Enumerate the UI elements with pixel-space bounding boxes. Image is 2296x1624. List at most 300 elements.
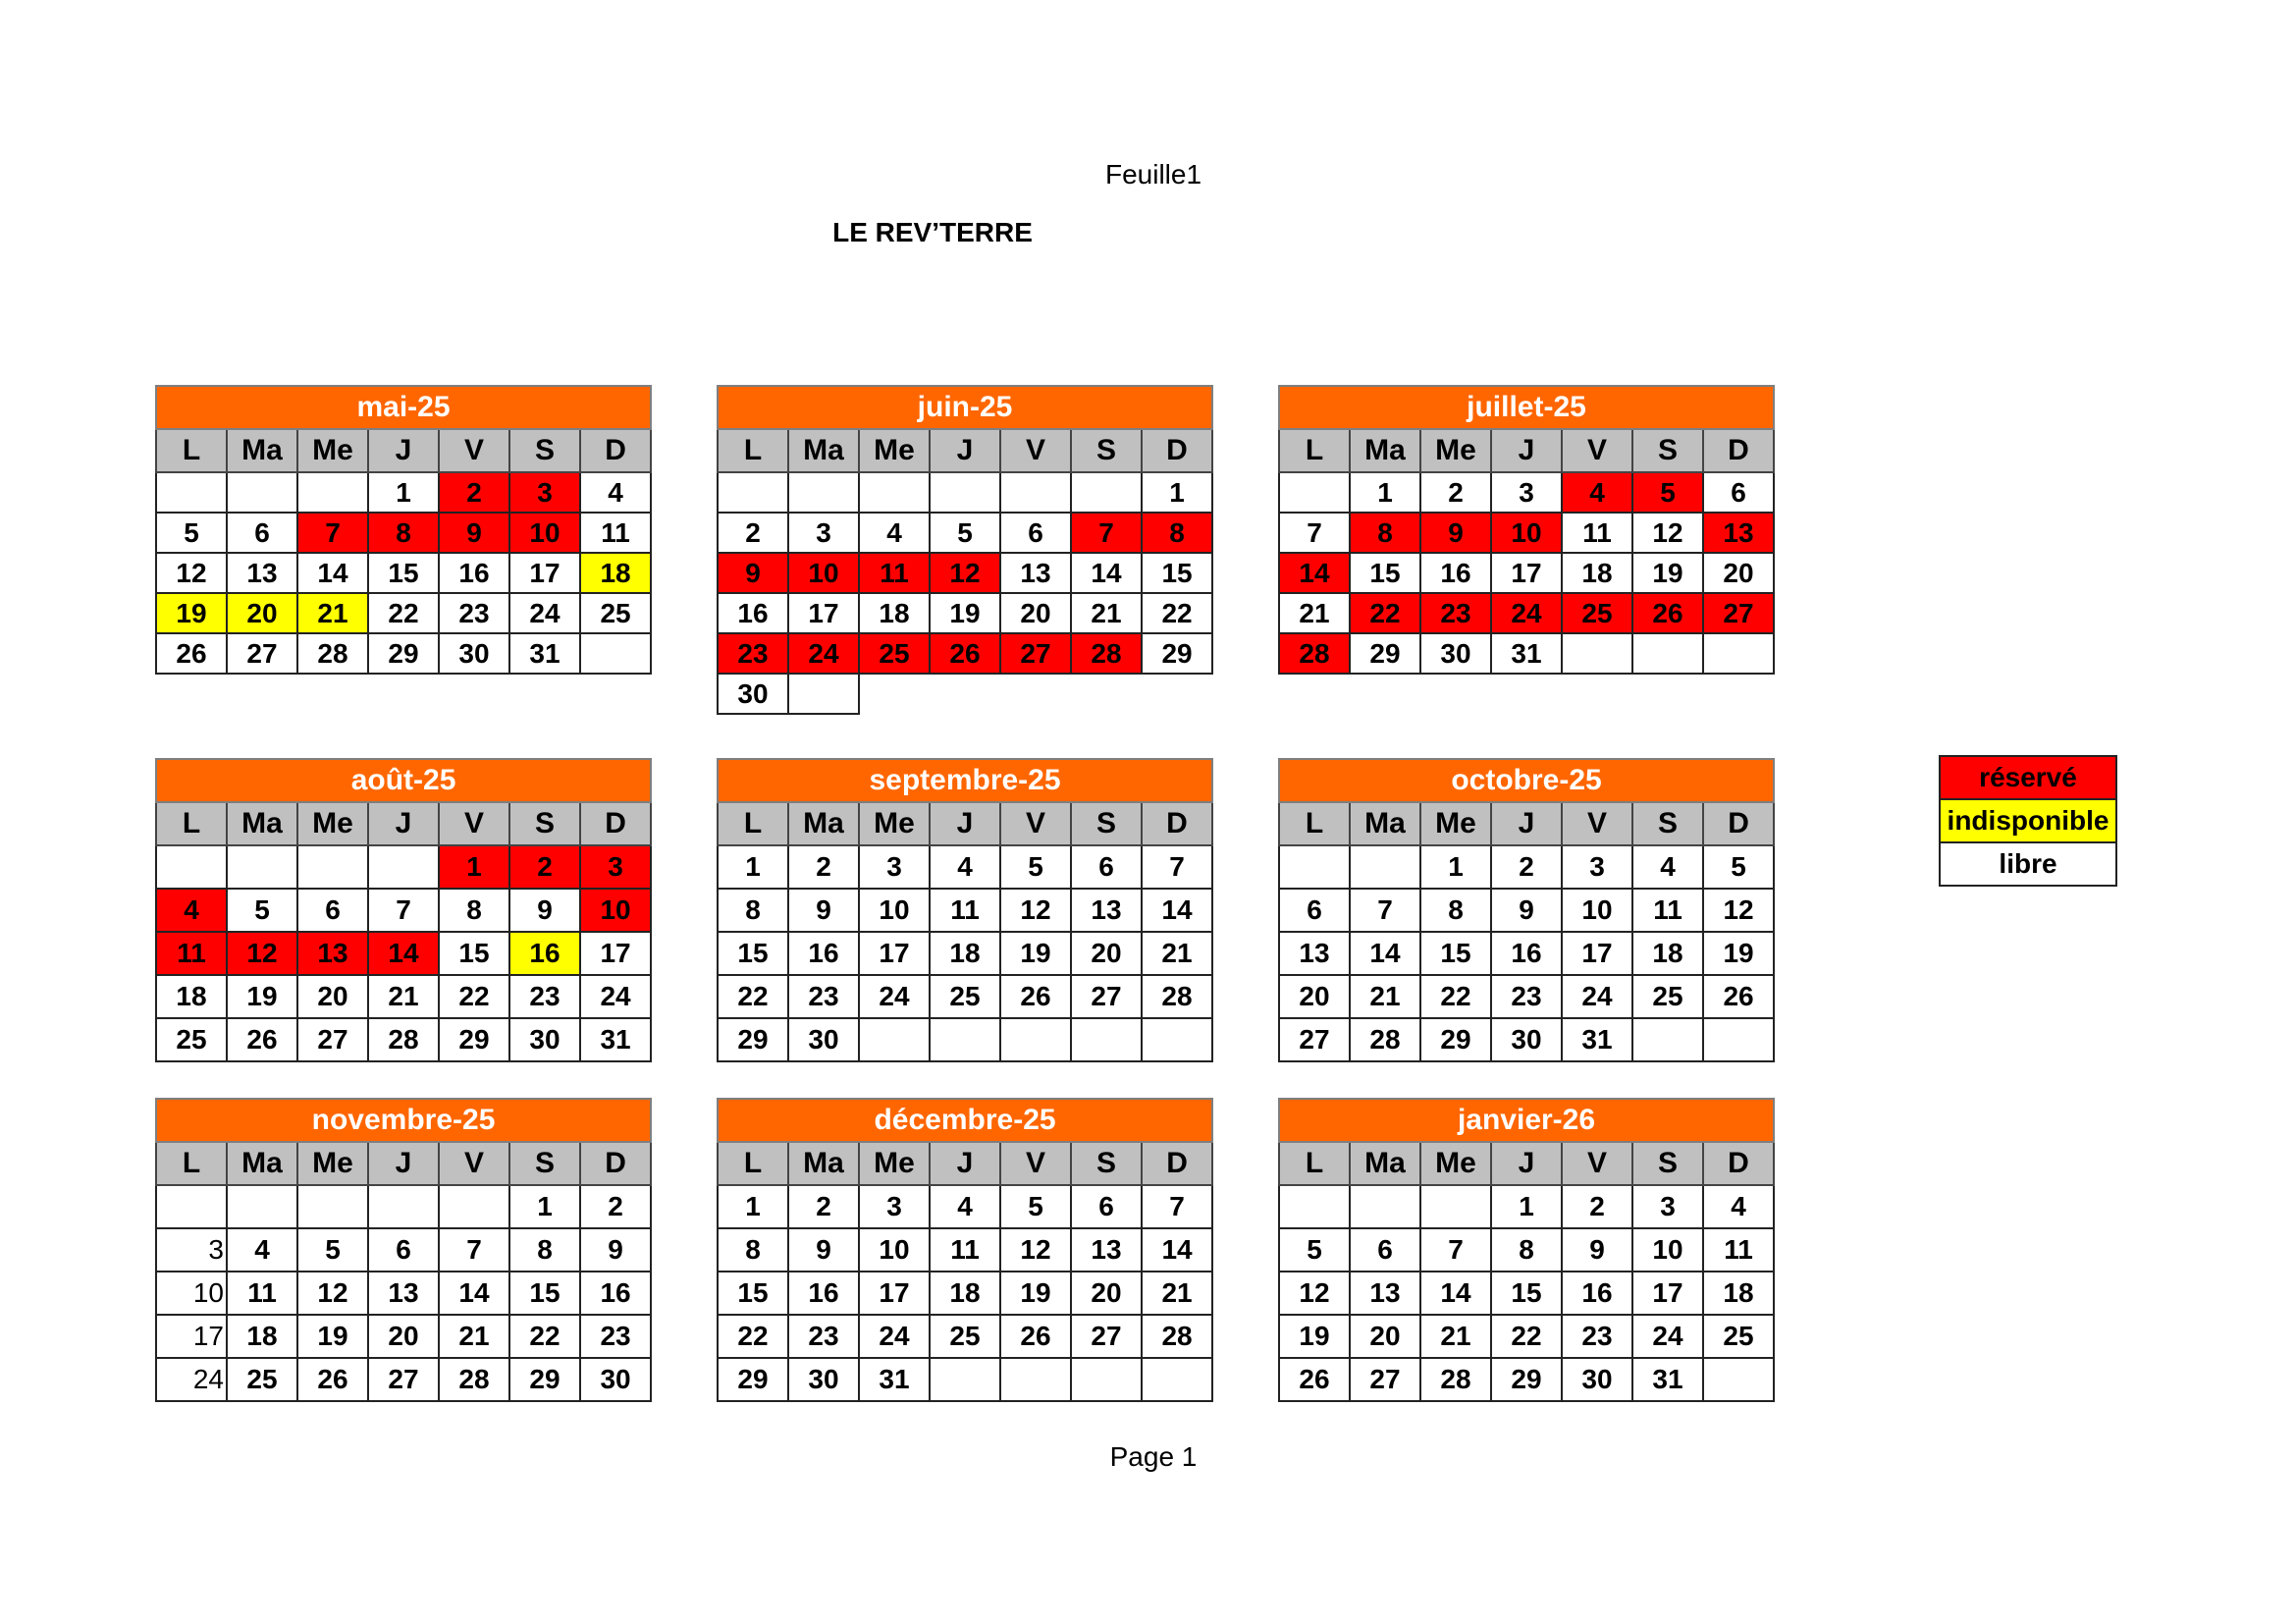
day-cell: 4 [1632,845,1703,889]
day-cell: 10 [580,889,651,932]
month-title: septembre-25 [718,759,1212,802]
empty-cell [297,472,368,513]
empty-cell [1350,1185,1420,1228]
day-cell: 12 [1000,889,1071,932]
day-cell: 4 [227,1228,297,1272]
empty-cell [227,1185,297,1228]
weekday-header: J [930,1142,1000,1185]
day-cell: 20 [1000,593,1071,633]
day-cell: 6 [1279,889,1350,932]
day-cell: 14 [1279,553,1350,593]
day-cell: 22 [1491,1315,1562,1358]
day-cell: 26 [1279,1358,1350,1401]
day-cell: 6 [1071,1185,1142,1228]
day-cell: 23 [439,593,509,633]
day-cell: 13 [1071,889,1142,932]
day-cell: 25 [580,593,651,633]
day-cell: 24 [1491,593,1562,633]
day-cell: 7 [1420,1228,1491,1272]
weekday-header: L [1279,429,1350,472]
day-cell: 4 [156,889,227,932]
day-cell: 24 [788,633,859,674]
day-cell: 20 [1350,1315,1420,1358]
day-cell: 27 [297,1018,368,1061]
day-cell: 31 [509,633,580,674]
day-cell: 25 [859,633,930,674]
weekday-header: D [580,429,651,472]
empty-cell [156,472,227,513]
day-cell: 7 [439,1228,509,1272]
empty-cell [580,633,651,674]
weekday-header: Ma [227,429,297,472]
empty-cell [1000,674,1071,714]
day-cell: 9 [1562,1228,1632,1272]
day-cell: 15 [509,1272,580,1315]
day-cell: 24 [1632,1315,1703,1358]
day-cell: 1 [368,472,439,513]
day-cell: 13 [227,553,297,593]
day-cell: 23 [580,1315,651,1358]
day-cell: 23 [1562,1315,1632,1358]
empty-cell [1000,1358,1071,1401]
day-cell: 6 [1703,472,1774,513]
calendar-juillet-25 [1278,385,1773,675]
weekday-header: J [368,429,439,472]
day-cell: 14 [1350,932,1420,975]
day-cell: 26 [1632,593,1703,633]
day-cell: 26 [1000,1315,1071,1358]
weekday-header: J [1491,1142,1562,1185]
day-cell: 9 [788,1228,859,1272]
day-cell: 30 [1420,633,1491,674]
day-cell: 31 [580,1018,651,1061]
month-title: mai-25 [156,386,651,429]
day-cell: 6 [1000,513,1071,553]
empty-cell [1632,633,1703,674]
day-cell: 18 [227,1315,297,1358]
day-cell: 7 [1279,513,1350,553]
day-cell: 10 [156,1272,227,1315]
page-title: LE REV’TERRE [832,217,1033,247]
day-cell: 29 [439,1018,509,1061]
day-cell: 23 [788,1315,859,1358]
weekday-header: Me [297,429,368,472]
day-cell: 17 [509,553,580,593]
weekday-header: Me [859,1142,930,1185]
day-cell: 10 [1632,1228,1703,1272]
day-cell: 2 [580,1185,651,1228]
weekday-header: D [1142,802,1212,845]
calendar-octobre-25 [1278,758,1773,1062]
day-cell: 7 [1350,889,1420,932]
empty-cell [1142,674,1212,714]
day-cell: 31 [1632,1358,1703,1401]
day-cell: 30 [509,1018,580,1061]
day-cell: 17 [1562,932,1632,975]
day-cell: 12 [1000,1228,1071,1272]
calendar-mai-25 [155,385,650,675]
day-cell: 12 [227,932,297,975]
day-cell: 10 [859,889,930,932]
day-cell: 25 [1632,975,1703,1018]
weekday-header: V [1562,802,1632,845]
day-cell: 16 [509,932,580,975]
day-cell: 8 [1142,513,1212,553]
day-cell: 15 [439,932,509,975]
weekday-header: L [718,802,788,845]
month-title: novembre-25 [156,1099,651,1142]
empty-cell [788,674,859,714]
day-cell: 5 [297,1228,368,1272]
day-cell: 18 [930,932,1000,975]
day-cell: 17 [156,1315,227,1358]
day-cell: 4 [930,845,1000,889]
weekday-header: J [1491,429,1562,472]
weekday-header: V [1000,802,1071,845]
weekday-header: V [1562,1142,1632,1185]
day-cell: 2 [439,472,509,513]
day-cell: 26 [156,633,227,674]
day-cell: 24 [156,1358,227,1401]
day-cell: 16 [580,1272,651,1315]
weekday-header: L [1279,1142,1350,1185]
day-cell: 11 [930,889,1000,932]
day-cell: 4 [930,1185,1000,1228]
empty-cell [930,1018,1000,1061]
day-cell: 11 [580,513,651,553]
day-cell: 14 [1071,553,1142,593]
day-cell: 6 [368,1228,439,1272]
day-cell: 5 [1000,845,1071,889]
day-cell: 16 [718,593,788,633]
empty-cell [227,472,297,513]
empty-cell [156,845,227,889]
day-cell: 27 [1071,975,1142,1018]
weekday-header: L [156,1142,227,1185]
weekday-header: Me [1420,429,1491,472]
weekday-header: J [368,802,439,845]
empty-cell [1703,1358,1774,1401]
weekday-header: Me [1420,802,1491,845]
weekday-header: S [509,1142,580,1185]
empty-cell [368,1185,439,1228]
weekday-header: D [1142,1142,1212,1185]
day-cell: 1 [439,845,509,889]
weekday-header: Me [297,1142,368,1185]
day-cell: 17 [580,932,651,975]
day-cell: 19 [1279,1315,1350,1358]
weekday-header: S [509,802,580,845]
weekday-header: J [1491,802,1562,845]
weekday-header: Ma [788,429,859,472]
day-cell: 24 [1562,975,1632,1018]
weekday-header: Ma [1350,802,1420,845]
day-cell: 21 [297,593,368,633]
day-cell: 19 [1000,1272,1071,1315]
day-cell: 18 [156,975,227,1018]
day-cell: 30 [1562,1358,1632,1401]
empty-cell [859,1018,930,1061]
day-cell: 20 [1071,932,1142,975]
day-cell: 20 [1071,1272,1142,1315]
day-cell: 23 [788,975,859,1018]
weekday-header: D [1703,429,1774,472]
empty-cell [297,845,368,889]
day-cell: 3 [1632,1185,1703,1228]
day-cell: 31 [1491,633,1562,674]
day-cell: 31 [859,1358,930,1401]
day-cell: 6 [297,889,368,932]
weekday-header: Ma [1350,1142,1420,1185]
day-cell: 15 [1350,553,1420,593]
day-cell: 9 [718,553,788,593]
day-cell: 28 [1142,975,1212,1018]
month-title: août-25 [156,759,651,802]
day-cell: 29 [1420,1018,1491,1061]
day-cell: 4 [580,472,651,513]
empty-cell [1350,845,1420,889]
day-cell: 26 [227,1018,297,1061]
legend-free: libre [1940,842,2116,886]
day-cell: 16 [1562,1272,1632,1315]
day-cell: 2 [1562,1185,1632,1228]
day-cell: 26 [930,633,1000,674]
empty-cell [930,674,1000,714]
day-cell: 9 [788,889,859,932]
empty-cell [1071,1358,1142,1401]
day-cell: 22 [439,975,509,1018]
day-cell: 21 [439,1315,509,1358]
day-cell: 24 [859,1315,930,1358]
day-cell: 2 [788,1185,859,1228]
day-cell: 29 [1491,1358,1562,1401]
weekday-header: Ma [788,802,859,845]
day-cell: 14 [1142,1228,1212,1272]
day-cell: 8 [718,1228,788,1272]
day-cell: 3 [1491,472,1562,513]
empty-cell [156,1185,227,1228]
day-cell: 21 [1350,975,1420,1018]
day-cell: 20 [368,1315,439,1358]
day-cell: 19 [156,593,227,633]
empty-cell [788,472,859,513]
day-cell: 22 [368,593,439,633]
day-cell: 22 [718,975,788,1018]
day-cell: 11 [1562,513,1632,553]
day-cell: 18 [930,1272,1000,1315]
day-cell: 18 [580,553,651,593]
day-cell: 7 [368,889,439,932]
day-cell: 5 [1703,845,1774,889]
sheet-name: Feuille1 [1104,159,1202,189]
weekday-header: Ma [227,802,297,845]
day-cell: 12 [930,553,1000,593]
day-cell: 11 [1703,1228,1774,1272]
day-cell: 8 [509,1228,580,1272]
empty-cell [1071,472,1142,513]
day-cell: 29 [718,1358,788,1401]
day-cell: 7 [1142,845,1212,889]
day-cell: 20 [1703,553,1774,593]
empty-cell [1279,472,1350,513]
day-cell: 25 [930,1315,1000,1358]
day-cell: 28 [1142,1315,1212,1358]
empty-cell [1071,1018,1142,1061]
weekday-header: S [509,429,580,472]
day-cell: 27 [1350,1358,1420,1401]
day-cell: 2 [509,845,580,889]
day-cell: 18 [1703,1272,1774,1315]
day-cell: 24 [580,975,651,1018]
day-cell: 26 [1703,975,1774,1018]
day-cell: 27 [1703,593,1774,633]
weekday-header: S [1632,1142,1703,1185]
calendar-decembre-25 [717,1098,1211,1402]
day-cell: 15 [1491,1272,1562,1315]
empty-cell [368,845,439,889]
day-cell: 28 [1071,633,1142,674]
empty-cell [297,1185,368,1228]
day-cell: 4 [1703,1185,1774,1228]
day-cell: 9 [580,1228,651,1272]
day-cell: 11 [930,1228,1000,1272]
empty-cell [1703,1018,1774,1061]
day-cell: 16 [788,932,859,975]
day-cell: 27 [1000,633,1071,674]
day-cell: 11 [859,553,930,593]
empty-cell [859,472,930,513]
weekday-header: S [1632,429,1703,472]
day-cell: 11 [156,932,227,975]
weekday-header: V [439,429,509,472]
day-cell: 12 [1279,1272,1350,1315]
day-cell: 17 [1491,553,1562,593]
empty-cell [439,1185,509,1228]
day-cell: 19 [227,975,297,1018]
empty-cell [1279,1185,1350,1228]
day-cell: 7 [297,513,368,553]
weekday-header: D [1703,1142,1774,1185]
day-cell: 13 [297,932,368,975]
day-cell: 21 [1142,932,1212,975]
day-cell: 15 [718,932,788,975]
day-cell: 24 [859,975,930,1018]
day-cell: 27 [368,1358,439,1401]
day-cell: 28 [439,1358,509,1401]
day-cell: 13 [1279,932,1350,975]
day-cell: 2 [1420,472,1491,513]
day-cell: 25 [227,1358,297,1401]
day-cell: 2 [788,845,859,889]
day-cell: 14 [1420,1272,1491,1315]
day-cell: 14 [1142,889,1212,932]
weekday-header: D [580,1142,651,1185]
weekday-header: V [1562,429,1632,472]
calendar-juin-25 [717,385,1211,715]
empty-cell [1420,1185,1491,1228]
day-cell: 13 [1350,1272,1420,1315]
day-cell: 8 [1350,513,1420,553]
month-title: juillet-25 [1279,386,1774,429]
day-cell: 25 [156,1018,227,1061]
day-cell: 3 [509,472,580,513]
day-cell: 5 [1000,1185,1071,1228]
day-cell: 12 [297,1272,368,1315]
day-cell: 11 [227,1272,297,1315]
day-cell: 9 [1491,889,1562,932]
weekday-header: S [1071,802,1142,845]
empty-cell [1000,1018,1071,1061]
month-title: juin-25 [718,386,1212,429]
day-cell: 10 [788,553,859,593]
day-cell: 21 [1142,1272,1212,1315]
day-cell: 21 [1279,593,1350,633]
day-cell: 10 [859,1228,930,1272]
day-cell: 23 [718,633,788,674]
weekday-header: J [368,1142,439,1185]
day-cell: 5 [227,889,297,932]
day-cell: 15 [368,553,439,593]
day-cell: 24 [509,593,580,633]
day-cell: 19 [297,1315,368,1358]
weekday-header: L [718,429,788,472]
day-cell: 17 [1632,1272,1703,1315]
calendar-novembre-25 [155,1098,650,1402]
day-cell: 17 [859,932,930,975]
day-cell: 22 [1350,593,1420,633]
legend [1939,755,2117,887]
legend-unavailable: indisponible [1940,799,2116,842]
day-cell: 18 [1562,553,1632,593]
weekday-header: S [1632,802,1703,845]
month-title: octobre-25 [1279,759,1774,802]
weekday-header: L [156,429,227,472]
day-cell: 13 [1000,553,1071,593]
day-cell: 7 [1142,1185,1212,1228]
day-cell: 3 [1562,845,1632,889]
day-cell: 8 [1420,889,1491,932]
day-cell: 1 [1420,845,1491,889]
day-cell: 9 [1420,513,1491,553]
day-cell: 30 [439,633,509,674]
day-cell: 2 [718,513,788,553]
month-title: décembre-25 [718,1099,1212,1142]
empty-cell [718,472,788,513]
day-cell: 25 [930,975,1000,1018]
day-cell: 27 [1071,1315,1142,1358]
day-cell: 5 [1279,1228,1350,1272]
day-cell: 10 [509,513,580,553]
day-cell: 5 [1632,472,1703,513]
day-cell: 9 [509,889,580,932]
weekday-header: D [580,802,651,845]
day-cell: 29 [368,633,439,674]
day-cell: 30 [580,1358,651,1401]
day-cell: 30 [788,1018,859,1061]
day-cell: 29 [1350,633,1420,674]
day-cell: 23 [509,975,580,1018]
day-cell: 18 [1632,932,1703,975]
day-cell: 18 [859,593,930,633]
day-cell: 1 [509,1185,580,1228]
day-cell: 23 [1491,975,1562,1018]
day-cell: 5 [156,513,227,553]
weekday-header: Ma [788,1142,859,1185]
day-cell: 6 [1350,1228,1420,1272]
day-cell: 3 [580,845,651,889]
empty-cell [1562,633,1632,674]
day-cell: 6 [1071,845,1142,889]
